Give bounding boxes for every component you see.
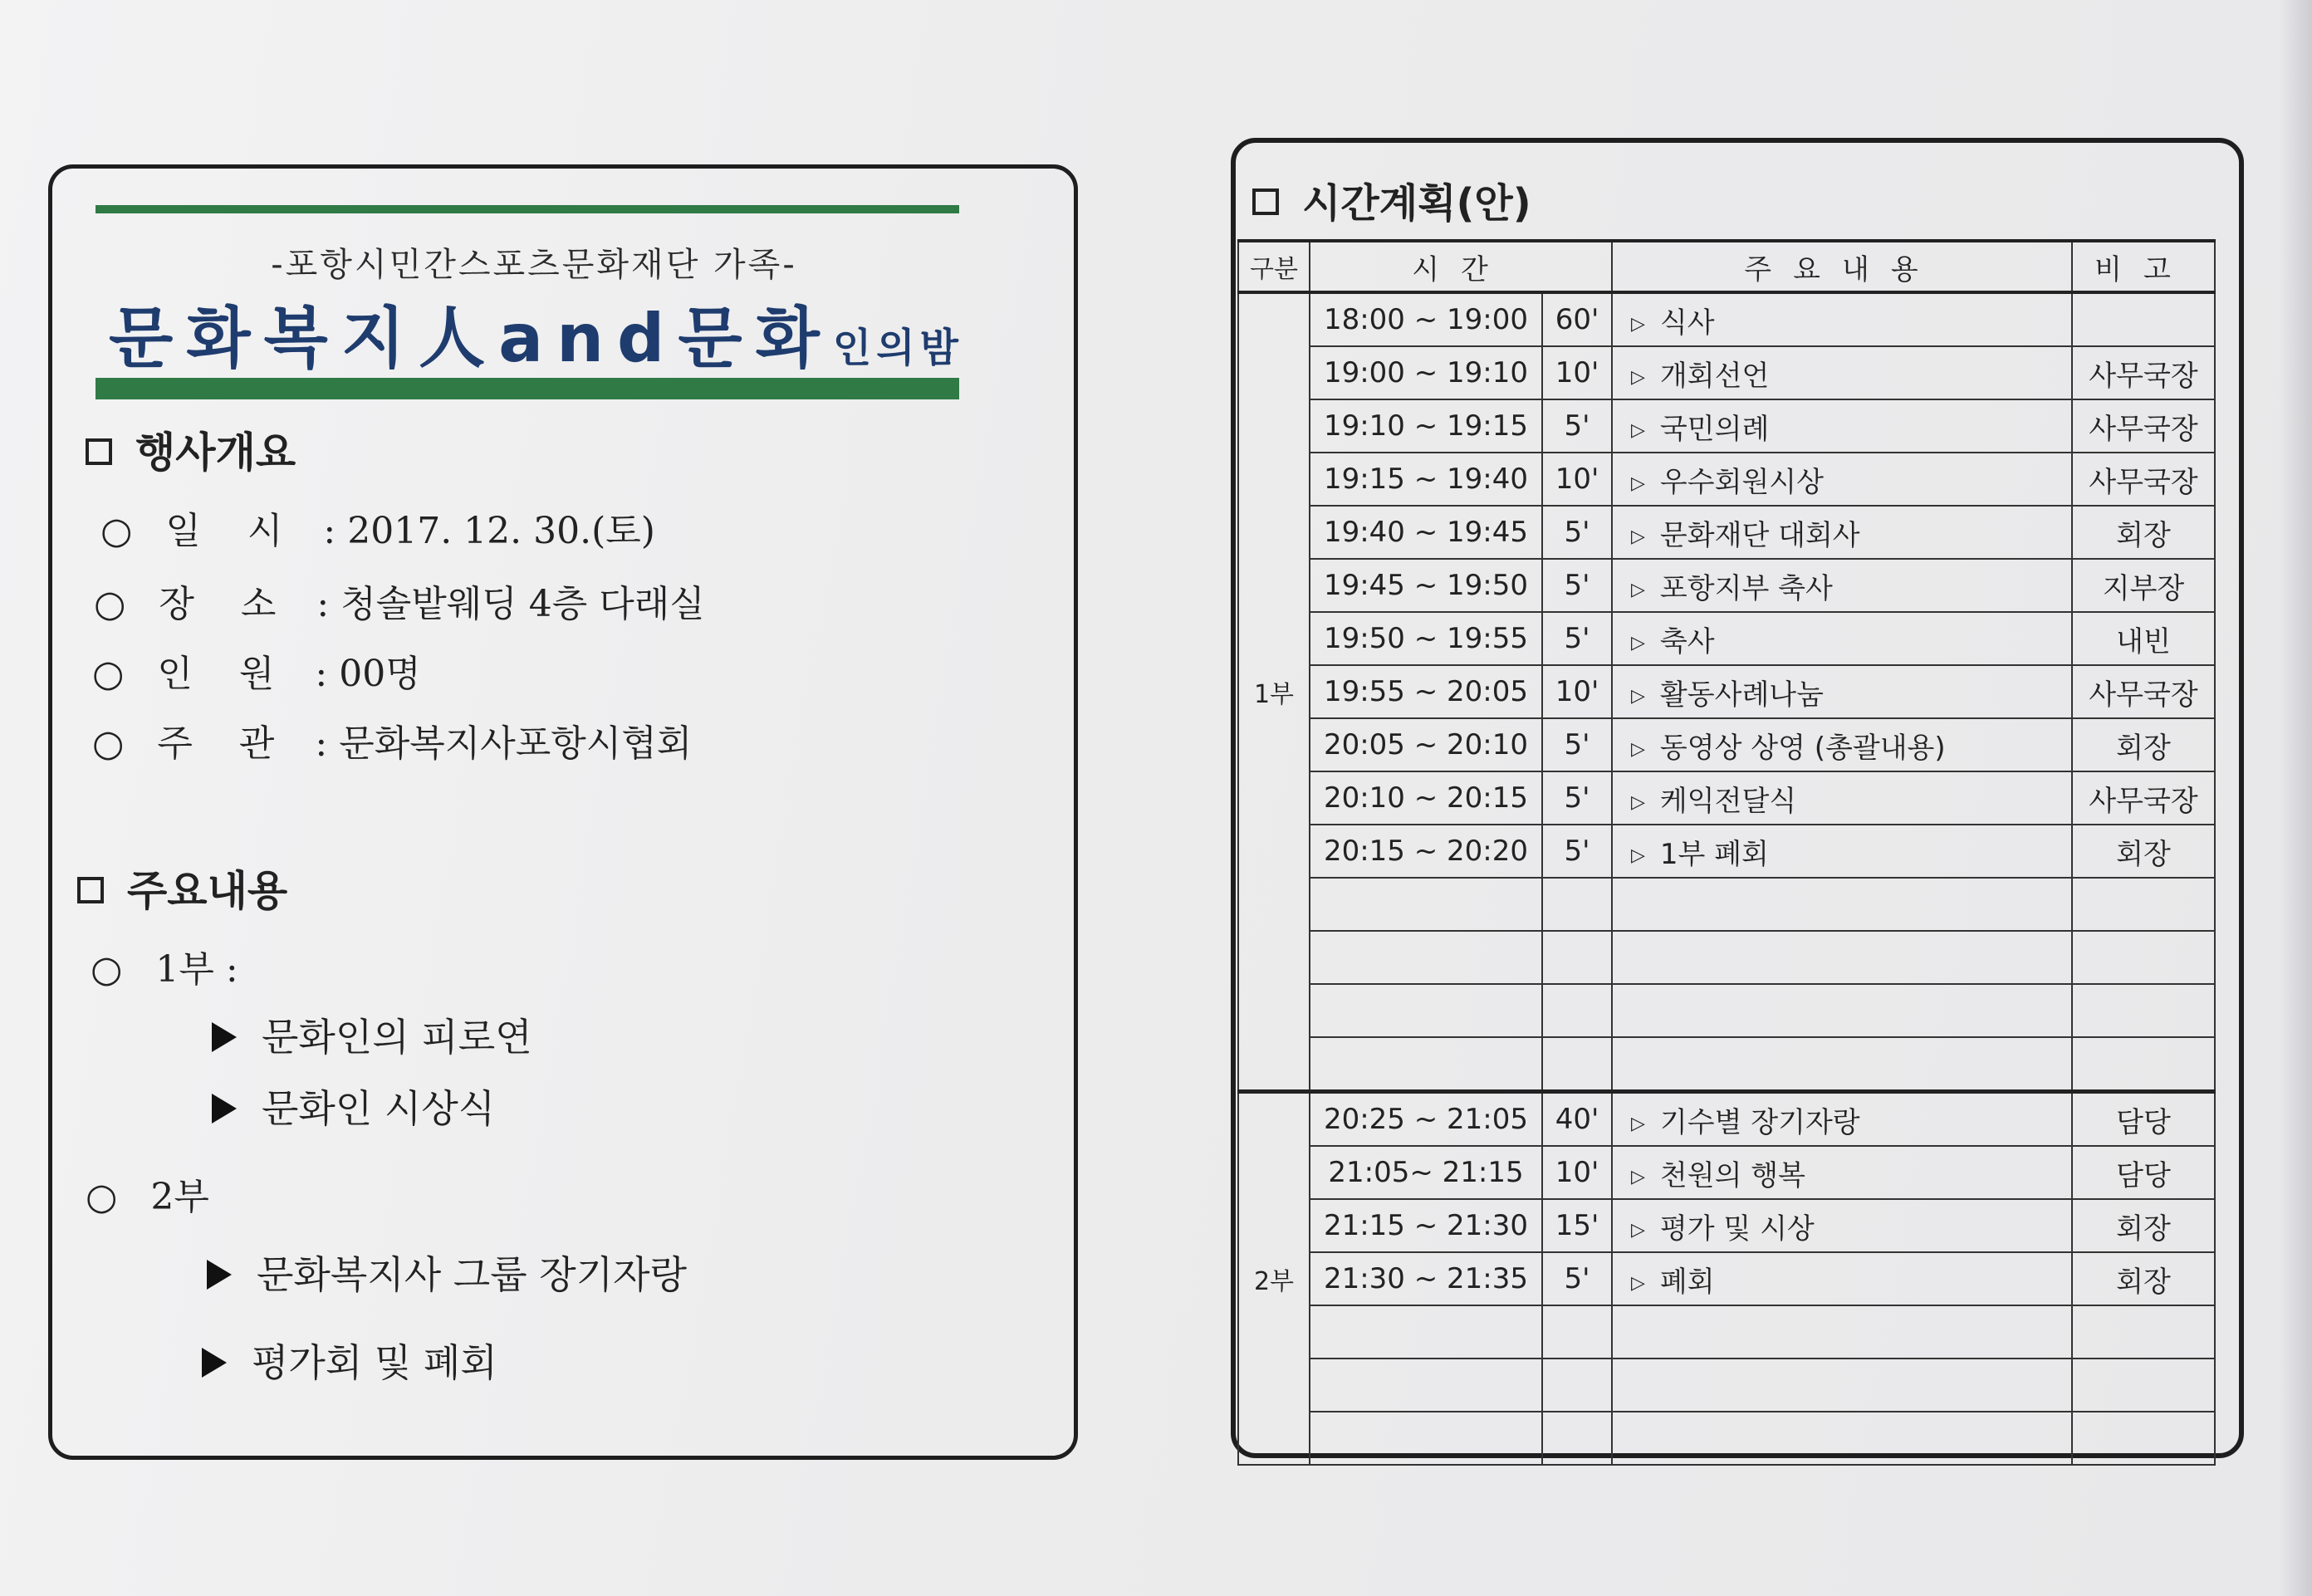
minutes-cell: 60' xyxy=(1542,292,1612,346)
overview-row-label: 장 소 xyxy=(159,583,277,625)
note-cell: 회장 xyxy=(2072,1252,2215,1305)
time-cell: 19:00 ~ 19:10 xyxy=(1310,346,1542,399)
note-cell xyxy=(2072,292,2215,346)
triangle-bullet-icon xyxy=(207,1260,232,1290)
header-content: 주요내용 xyxy=(1612,241,2072,292)
content-text: 문화재단 대회사 xyxy=(1659,518,1860,552)
small-triangle-icon: ▷ xyxy=(1631,632,1645,654)
empty-row xyxy=(1238,984,2215,1037)
content-cell xyxy=(1612,718,2072,771)
content-text: 케익전달식 xyxy=(1659,784,1797,818)
small-triangle-icon: ▷ xyxy=(1631,1166,1645,1187)
overview-row-value: : 2017. 12. 30.(토) xyxy=(323,510,655,552)
schedule-header-row xyxy=(1238,241,2215,292)
time-cell: 20:10 ~ 20:15 xyxy=(1310,771,1542,825)
note-cell: 사무국장 xyxy=(2072,771,2215,825)
content-cell xyxy=(1612,506,2072,559)
table-row xyxy=(1238,292,2215,346)
minutes-cell: 5' xyxy=(1542,506,1612,559)
minutes-cell: 10' xyxy=(1542,453,1612,506)
event-title xyxy=(109,285,963,380)
time-cell: 18:00 ~ 19:00 xyxy=(1310,292,1542,346)
content-text: 동영상 상영 (총괄내용) xyxy=(1659,731,1946,765)
content-text: 천원의 행복 xyxy=(1659,1158,1805,1192)
table-row xyxy=(1238,453,2215,506)
content-text: 식사 xyxy=(1659,306,1715,340)
header-note: 비고 xyxy=(2072,241,2215,292)
content-cell xyxy=(1612,399,2072,453)
minutes-cell: 5' xyxy=(1542,1252,1612,1305)
event-title-main: 문화복지人and문화 xyxy=(109,300,833,377)
title-top-bar xyxy=(96,205,959,213)
empty-row xyxy=(1238,1412,2215,1465)
note-cell: 사무국장 xyxy=(2072,665,2215,718)
part1-item-text: 문화인의 피로연 xyxy=(262,1015,532,1060)
overview-heading-text: 행사개요 xyxy=(135,428,296,477)
overview-row-people xyxy=(92,644,421,697)
table-row xyxy=(1238,399,2215,453)
table-row xyxy=(1238,612,2215,665)
paper-edge-shadow xyxy=(2279,0,2312,1596)
note-cell: 사무국장 xyxy=(2072,346,2215,399)
small-triangle-icon: ▷ xyxy=(1631,313,1645,335)
time-cell: 19:50 ~ 19:55 xyxy=(1310,612,1542,665)
minutes-cell: 5' xyxy=(1542,559,1612,612)
time-cell: 21:30 ~ 21:35 xyxy=(1310,1252,1542,1305)
content-cell xyxy=(1612,612,2072,665)
time-cell: 21:05~ 21:15 xyxy=(1310,1146,1542,1199)
content-heading xyxy=(77,858,287,918)
note-cell: 사무국장 xyxy=(2072,399,2215,453)
note-cell: 회장 xyxy=(2072,1199,2215,1252)
content-text: 우수회원시상 xyxy=(1659,465,1824,499)
part1-item-text: 문화인 시상식 xyxy=(262,1086,496,1131)
content-cell xyxy=(1612,1252,2072,1305)
small-triangle-icon: ▷ xyxy=(1631,526,1645,547)
overview-row-host xyxy=(92,713,692,766)
overview-row-label: 주 관 xyxy=(157,722,275,765)
small-triangle-icon: ▷ xyxy=(1631,685,1645,707)
content-text: 활동사례나눔 xyxy=(1659,678,1824,712)
overview-row-label: 인 원 xyxy=(157,653,275,695)
overview-row-label: 일 시 xyxy=(165,510,283,552)
part2-item-text: 문화복지사 그룹 장기자랑 xyxy=(257,1252,688,1297)
content-text: 폐회 xyxy=(1659,1265,1715,1299)
small-triangle-icon: ▷ xyxy=(1631,1272,1645,1294)
note-cell: 회장 xyxy=(2072,718,2215,771)
small-triangle-icon: ▷ xyxy=(1631,791,1645,813)
table-row xyxy=(1238,346,2215,399)
table-row xyxy=(1238,1092,2215,1147)
content-cell xyxy=(1612,453,2072,506)
part2-item xyxy=(202,1333,497,1388)
header-part: 구분 xyxy=(1238,241,1310,292)
content-cell xyxy=(1612,825,2072,878)
empty-row xyxy=(1238,878,2215,931)
part2-cell: 2부 xyxy=(1238,1092,1310,1466)
small-triangle-icon: ▷ xyxy=(1631,1219,1645,1241)
note-cell: 지부장 xyxy=(2072,559,2215,612)
header-time: 시간 xyxy=(1310,241,1612,292)
empty-row xyxy=(1238,1359,2215,1412)
minutes-cell: 5' xyxy=(1542,399,1612,453)
small-triangle-icon: ▷ xyxy=(1631,579,1645,600)
part2-line xyxy=(86,1167,209,1220)
event-subtitle: -포항시민간스포츠문화재단 가족- xyxy=(271,246,797,284)
empty-row xyxy=(1238,1037,2215,1092)
triangle-bullet-icon xyxy=(212,1094,237,1124)
schedule-title xyxy=(1252,171,1531,228)
content-cell xyxy=(1612,1199,2072,1252)
circle-bullet-icon: ○ xyxy=(94,583,126,625)
time-cell: 20:05 ~ 20:10 xyxy=(1310,718,1542,771)
time-cell: 19:55 ~ 20:05 xyxy=(1310,665,1542,718)
event-overview-panel xyxy=(48,164,1078,1460)
circle-bullet-icon: ○ xyxy=(86,1176,118,1218)
time-cell: 19:10 ~ 19:15 xyxy=(1310,399,1542,453)
note-cell: 내빈 xyxy=(2072,612,2215,665)
content-text: 평가 및 시상 xyxy=(1659,1212,1815,1246)
content-text: 축사 xyxy=(1659,624,1715,658)
time-cell: 19:40 ~ 19:45 xyxy=(1310,506,1542,559)
content-text: 기수별 장기자랑 xyxy=(1659,1105,1860,1139)
minutes-cell: 5' xyxy=(1542,771,1612,825)
table-row xyxy=(1238,506,2215,559)
minutes-cell: 5' xyxy=(1542,718,1612,771)
table-row xyxy=(1238,771,2215,825)
small-triangle-icon: ▷ xyxy=(1631,738,1645,760)
minutes-cell: 10' xyxy=(1542,346,1612,399)
table-row xyxy=(1238,559,2215,612)
circle-bullet-icon: ○ xyxy=(92,722,125,765)
circle-bullet-icon: ○ xyxy=(91,948,123,991)
table-row xyxy=(1238,825,2215,878)
table-row xyxy=(1238,718,2215,771)
content-cell xyxy=(1612,346,2072,399)
note-cell: 담당 xyxy=(2072,1092,2215,1147)
part1-item xyxy=(212,1079,495,1133)
part2-item xyxy=(207,1245,687,1300)
content-heading-text: 주요내용 xyxy=(127,867,288,915)
content-cell xyxy=(1612,771,2072,825)
small-triangle-icon: ▷ xyxy=(1631,845,1645,866)
schedule-title-text: 시간계획(안) xyxy=(1302,180,1531,227)
small-triangle-icon: ▷ xyxy=(1631,1113,1645,1134)
minutes-cell: 40' xyxy=(1542,1092,1612,1147)
part1-label: 1부 : xyxy=(155,948,238,991)
small-triangle-icon: ▷ xyxy=(1631,472,1645,494)
note-cell: 사무국장 xyxy=(2072,453,2215,506)
note-cell: 회장 xyxy=(2072,506,2215,559)
minutes-cell: 5' xyxy=(1542,612,1612,665)
table-row xyxy=(1238,1146,2215,1199)
table-row xyxy=(1238,1199,2215,1252)
time-cell: 19:45 ~ 19:50 xyxy=(1310,559,1542,612)
minutes-cell: 10' xyxy=(1542,665,1612,718)
circle-bullet-icon: ○ xyxy=(92,653,125,695)
minutes-cell: 5' xyxy=(1542,825,1612,878)
small-triangle-icon: ▷ xyxy=(1631,366,1645,388)
content-cell xyxy=(1612,1092,2072,1147)
overview-row-value: : 문화복지사포항시협회 xyxy=(315,722,693,765)
content-text: 개회선언 xyxy=(1659,359,1770,393)
overview-row-value: : 00명 xyxy=(315,653,421,695)
time-cell: 20:25 ~ 21:05 xyxy=(1310,1092,1542,1147)
time-cell: 19:15 ~ 19:40 xyxy=(1310,453,1542,506)
empty-row xyxy=(1238,931,2215,984)
checkbox-square-icon xyxy=(1252,188,1279,215)
minutes-cell: 10' xyxy=(1542,1146,1612,1199)
overview-row-value: : 청솔밭웨딩 4층 다래실 xyxy=(316,583,705,625)
overview-heading xyxy=(86,419,296,479)
time-cell: 21:15 ~ 21:30 xyxy=(1310,1199,1542,1252)
checkbox-square-icon xyxy=(86,438,112,465)
part2-label: 2부 xyxy=(150,1176,209,1218)
content-text: 포항지부 축사 xyxy=(1659,571,1833,605)
content-text: 1부 폐회 xyxy=(1659,837,1769,871)
note-cell: 담당 xyxy=(2072,1146,2215,1199)
overview-row-place xyxy=(94,574,705,627)
content-cell xyxy=(1612,559,2072,612)
part1-cell: 1부 xyxy=(1238,292,1310,1092)
table-row xyxy=(1238,1252,2215,1305)
content-cell xyxy=(1612,292,2072,346)
triangle-bullet-icon xyxy=(212,1022,237,1052)
time-cell: 20:15 ~ 20:20 xyxy=(1310,825,1542,878)
empty-row xyxy=(1238,1305,2215,1359)
triangle-bullet-icon xyxy=(202,1348,227,1378)
content-cell xyxy=(1612,665,2072,718)
minutes-cell: 15' xyxy=(1542,1199,1612,1252)
event-title-small: 인의밤 xyxy=(832,325,963,371)
part1-line xyxy=(91,939,238,992)
circle-bullet-icon: ○ xyxy=(100,510,133,552)
small-triangle-icon: ▷ xyxy=(1631,419,1645,441)
table-row xyxy=(1238,665,2215,718)
checkbox-square-icon xyxy=(77,877,104,903)
part1-item xyxy=(212,1007,532,1062)
part2-item-text: 평가회 및 폐회 xyxy=(252,1340,497,1385)
schedule-panel xyxy=(1231,138,2244,1458)
title-bottom-bar xyxy=(96,378,959,399)
note-cell: 회장 xyxy=(2072,825,2215,878)
schedule-table xyxy=(1237,239,2216,1466)
content-cell xyxy=(1612,1146,2072,1199)
content-text: 국민의례 xyxy=(1659,412,1770,446)
overview-row-date xyxy=(100,501,655,554)
